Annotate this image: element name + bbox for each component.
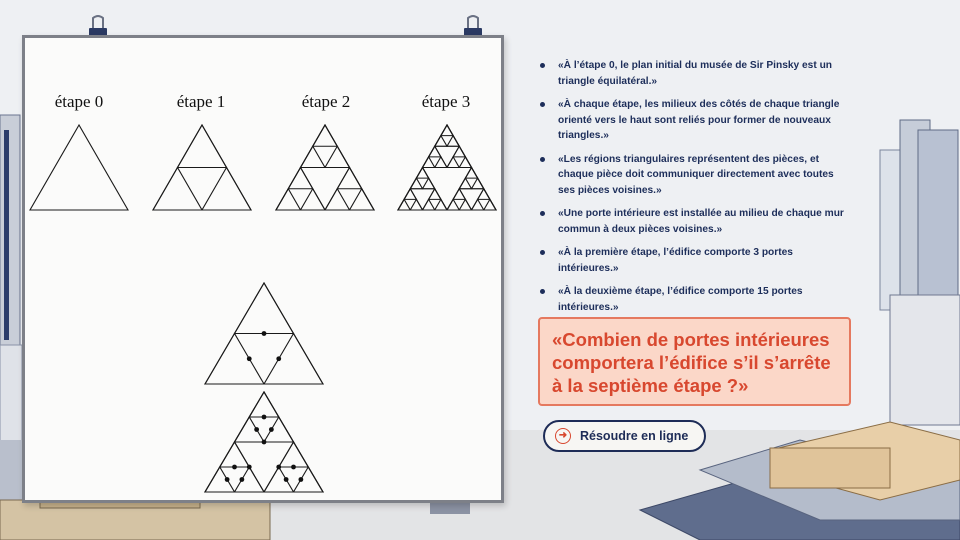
door-dot (225, 477, 230, 482)
triangle-shape (279, 442, 309, 467)
triangle-shape (325, 146, 350, 167)
statement-item: «À chaque étape, les milieux des côtés de chaque triangle orienté vers le haut sont reliés pour former de nouveaux triangles.» (537, 97, 847, 144)
statement-item: «À l’étape 0, le plan initial du musée de Sir Pinsky est un triangle équilatéral.» (537, 58, 847, 89)
question-box: «Combien de portes intérieures comportera l’édifice s’il s’arrête à la septième étape ?» (538, 317, 851, 406)
triangle-shape (178, 125, 227, 168)
triangle-shape (205, 334, 264, 385)
triangle-shape (423, 199, 435, 210)
door-dot (262, 440, 267, 445)
statement-item: «À la première étape, l’édifice comporte 3 portes intérieures.» (537, 245, 847, 276)
statement-list (537, 58, 847, 323)
door-dot (276, 465, 281, 470)
door-diagram-2 (205, 392, 323, 492)
sierpinski-stage-3 (398, 125, 496, 210)
sierpinski-stage-2 (276, 125, 374, 210)
door-dot (254, 427, 259, 432)
door-diagram-1 (205, 283, 323, 384)
arrow-right-circle-icon: ➜ (555, 428, 571, 444)
sierpinski-stage-1 (153, 125, 251, 210)
triangle-shape (288, 168, 313, 189)
sierpinski-stage-0 (30, 125, 128, 210)
triangle-shape (153, 168, 202, 211)
solve-online-button[interactable] (543, 420, 706, 452)
triangle-shape (435, 157, 447, 168)
stage-label-3: étape 3 (421, 92, 471, 111)
statement-item: «Les régions triangulaires représentent des pièces, et chaque pièce doit communiquer directement avec toutes ses pièces voisines.» (537, 152, 847, 199)
triangle-shape (313, 125, 338, 146)
door-dot (232, 465, 237, 470)
triangle-shape (249, 392, 279, 417)
door-dot (291, 465, 296, 470)
triangle-shape (398, 199, 410, 210)
triangle-shape (423, 178, 435, 189)
stage-label-1: étape 1 (176, 92, 226, 111)
triangle-shape (235, 417, 265, 442)
triangle-shape (472, 178, 484, 189)
triangle-shape (435, 199, 447, 210)
triangle-shape (264, 467, 294, 492)
triangle-shape (453, 189, 465, 200)
statement-item: «À la deuxième étape, l’édifice comporte 15 portes intérieures.» (537, 284, 847, 315)
sierpinski-stages (30, 125, 496, 210)
door-dot (247, 356, 252, 361)
door-dot (276, 356, 281, 361)
triangle-shape (325, 189, 350, 210)
triangle-shape (447, 157, 459, 168)
triangle-shape (264, 417, 294, 442)
triangle-shape (429, 146, 441, 157)
triangle-shape (235, 467, 265, 492)
triangle-shape (453, 146, 465, 157)
triangle-shape (478, 189, 490, 200)
triangle-shape (301, 146, 326, 167)
triangle-shape (410, 199, 422, 210)
triangle-shape (410, 178, 422, 189)
triangle-shape (416, 168, 428, 179)
door-dot (239, 477, 244, 482)
stage-label-2: étape 2 (301, 92, 351, 111)
stage-label-0: étape 0 (54, 92, 104, 111)
door-dot (247, 465, 252, 470)
triangle-shape (459, 199, 471, 210)
triangle-shape (465, 168, 477, 179)
triangle-shape (301, 189, 326, 210)
triangle-shape (447, 136, 459, 147)
triangle-shape (459, 178, 471, 189)
triangle-shape (350, 189, 375, 210)
triangle-shape (205, 467, 235, 492)
triangle-shape (447, 199, 459, 210)
triangle-shape (423, 157, 435, 168)
triangle-shape (472, 199, 484, 210)
triangle-shape (404, 189, 416, 200)
triangle-shape (484, 199, 496, 210)
statement-item: «Une porte intérieure est installée au milieu de chaque mur commun à deux pièces voisines.» (537, 206, 847, 237)
triangle-shape (459, 157, 471, 168)
triangle-shape (235, 283, 294, 334)
door-dot (262, 415, 267, 420)
triangle-shape (294, 467, 324, 492)
triangle-shape (441, 125, 453, 136)
triangle-shape (337, 168, 362, 189)
triangle-shape (30, 125, 128, 210)
door-diagrams (205, 283, 323, 492)
triangle-shape (264, 334, 323, 385)
door-dot (298, 477, 303, 482)
solve-online-label: Résoudre en ligne (580, 429, 689, 443)
triangle-shape (202, 168, 251, 211)
triangle-shape (276, 189, 301, 210)
door-dot (284, 477, 289, 482)
door-dot (269, 427, 274, 432)
triangle-shape (435, 136, 447, 147)
triangle-shape (220, 442, 250, 467)
door-dot (262, 331, 267, 336)
triangle-shape (429, 189, 441, 200)
